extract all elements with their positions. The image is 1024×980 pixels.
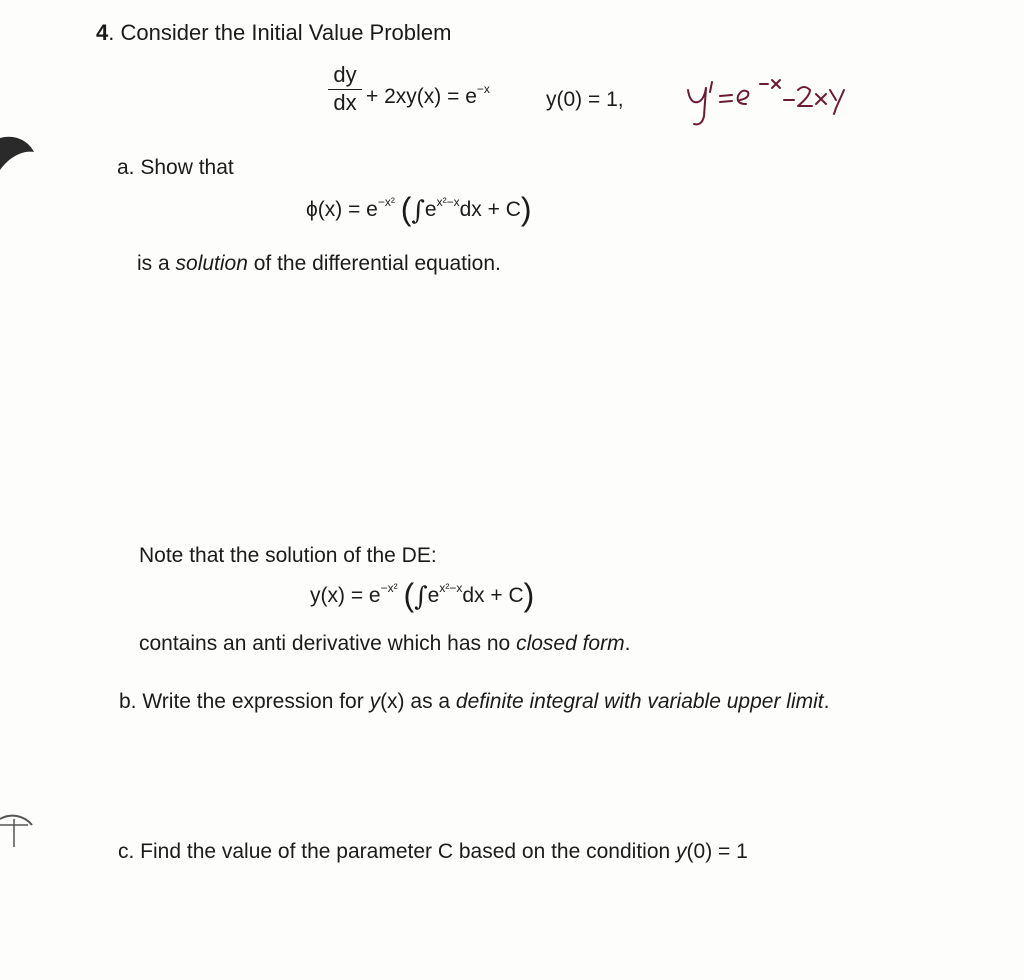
- fraction-numerator: dy: [333, 62, 357, 87]
- phi-e: e: [424, 198, 437, 221]
- phi-inner-exponent: x²−x: [436, 195, 460, 209]
- part-c-y: y: [676, 840, 687, 863]
- solution-pre: is a: [137, 252, 176, 275]
- y-right-paren: ): [523, 577, 535, 613]
- y-formula: [310, 577, 535, 613]
- phi-integral-sign: ∫: [411, 196, 425, 226]
- binder-mark-top: [0, 130, 40, 190]
- binder-mark-bottom: [0, 805, 40, 855]
- part-b-pre: b. Write the expression for: [119, 690, 370, 713]
- part-b: [119, 690, 829, 714]
- anti-emphasis: closed form: [516, 632, 625, 655]
- anti-post: .: [624, 632, 631, 655]
- differential-equation: [366, 82, 490, 109]
- phi-outer-exponent: −x²: [377, 195, 395, 209]
- part-b-y: y: [369, 690, 381, 713]
- y-left-paren: (: [403, 577, 415, 613]
- part-b-post: .: [823, 690, 830, 713]
- y-outer-exponent: −x²: [380, 581, 398, 595]
- antiderivative-note: [139, 632, 630, 656]
- y-integral-sign: ∫: [414, 582, 428, 612]
- y-e: e: [427, 584, 440, 607]
- part-c-pre: c. Find the value of the parameter C based on the condition: [118, 840, 677, 863]
- part-b-mid: (x) as a: [380, 690, 456, 713]
- note-text: Note that the solution of the DE:: [139, 544, 437, 567]
- phi-lhs: ϕ(x) = e: [306, 198, 378, 221]
- handwritten-annotation: [680, 72, 850, 132]
- problem-number: 4: [96, 20, 109, 45]
- part-c-post: (0) = 1: [686, 840, 748, 863]
- phi-left-paren: (: [400, 191, 412, 227]
- phi-dx: dx + C: [459, 198, 521, 221]
- phi-formula: [306, 191, 532, 227]
- part-c: [118, 840, 748, 864]
- anti-pre: contains an anti derivative which has no: [139, 632, 517, 655]
- y-inner-exponent: x²−x: [439, 581, 463, 595]
- solution-post: of the differential equation.: [247, 252, 501, 275]
- initial-condition: y(0) = 1,: [546, 88, 624, 111]
- part-b-emphasis: definite integral with variable upper limit: [455, 690, 824, 713]
- y-lhs: y(x) = e: [310, 584, 381, 607]
- phi-right-paren: ): [520, 191, 532, 227]
- problem-title-text: . Consider the Initial Value Problem: [108, 20, 452, 45]
- derivative-fraction: [326, 62, 364, 115]
- fraction-denominator: dx: [333, 90, 357, 115]
- problem-title: [96, 20, 451, 46]
- solution-statement: [137, 252, 501, 276]
- y-dx: dx + C: [462, 584, 524, 607]
- part-a-label: a. Show that: [117, 156, 234, 179]
- solution-emphasis: solution: [175, 252, 248, 275]
- de-rhs: + 2xy(x) = e: [366, 85, 477, 108]
- de-exponent: −x: [476, 82, 490, 96]
